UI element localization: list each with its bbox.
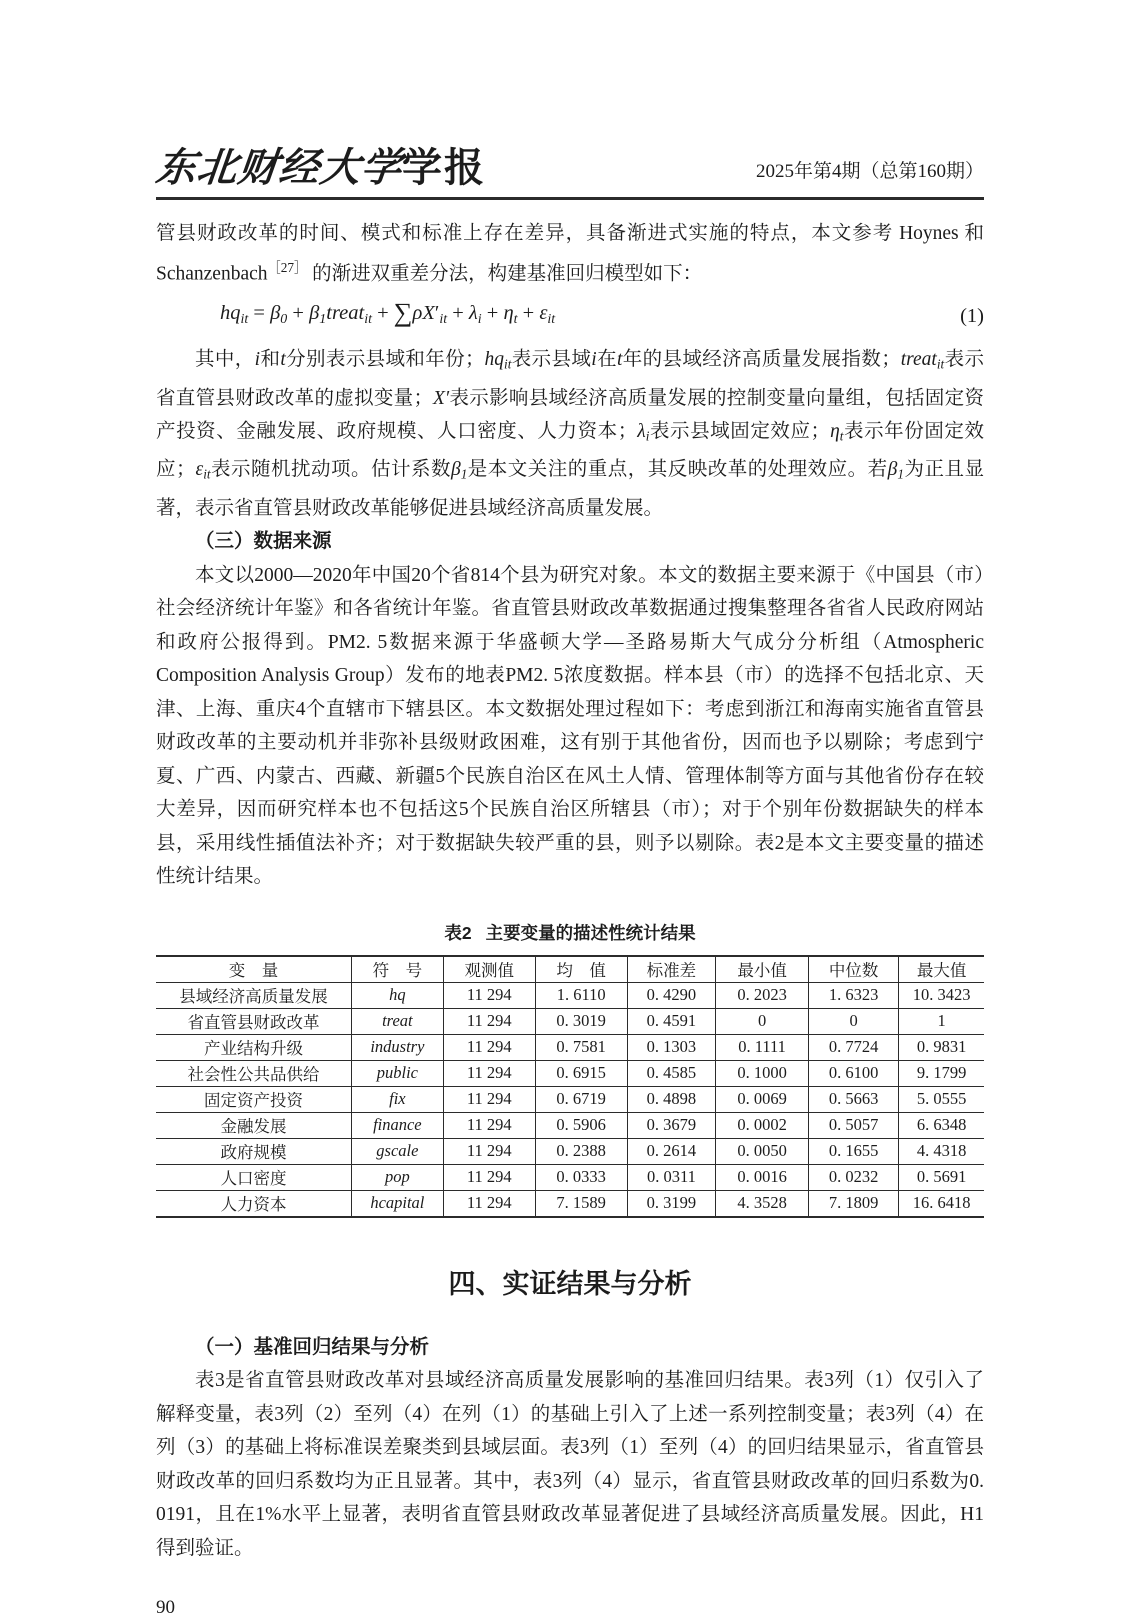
table-2-title xyxy=(156,920,984,945)
text-run: 表示随机扰动项。估计系数 xyxy=(210,459,451,481)
page-body xyxy=(156,217,984,1565)
text-run: 分别表示县域和年份； xyxy=(285,349,485,371)
text-run: it xyxy=(203,467,211,482)
table-header-cell: 变 量 xyxy=(156,956,351,983)
stats-table xyxy=(156,955,984,1218)
heading-baseline-regression: （一）基准回归结果与分析 xyxy=(195,1335,430,1358)
text-run: + xyxy=(481,301,504,324)
table-row xyxy=(156,1138,984,1164)
table-row xyxy=(156,1112,984,1138)
journal-logo-calligraphy: 东北财经大学 xyxy=(153,144,405,191)
table-header-cell: 中位数 xyxy=(808,956,898,983)
text-run: 的渐进双重差分法，构建基准回归模型如下： xyxy=(307,263,703,284)
text-run: 年的县域经济高质量发展指数； xyxy=(622,349,901,371)
text-run: + xyxy=(517,301,540,324)
table-cell: 0. 4290 xyxy=(627,982,716,1008)
table-header-cell: 符 号 xyxy=(351,956,443,983)
text-run: t xyxy=(513,311,518,327)
table-cell: 0. 7581 xyxy=(535,1034,627,1060)
paragraph-model-intro xyxy=(156,217,984,291)
table-cell: 人力资本 xyxy=(156,1190,351,1217)
equation-1 xyxy=(156,294,984,339)
table-row xyxy=(156,982,984,1008)
text-run: t xyxy=(280,349,286,371)
text-run: 管县财政改革的时间、模式和标准上存在差异，具备渐进式实施的特点，本文参考 Hoynes 和 Schanzenbach xyxy=(156,223,984,284)
text-run: 在 xyxy=(596,349,617,371)
table-cell: 0. 1111 xyxy=(716,1034,809,1060)
table-cell: 0. 5663 xyxy=(808,1086,898,1112)
text-run: it xyxy=(439,311,448,327)
text-run: ′ xyxy=(434,301,440,324)
text-run: 和 xyxy=(260,349,281,371)
text-run: λ xyxy=(468,301,478,324)
table-cell: 0. 3679 xyxy=(627,1112,716,1138)
text-run: ε xyxy=(195,459,204,481)
table-cell: 11 294 xyxy=(443,1112,535,1138)
table-cell: 0. 5691 xyxy=(899,1164,984,1190)
text-run: β xyxy=(270,301,281,324)
table-cell: 0. 6915 xyxy=(535,1060,627,1086)
table-cell: 政府规模 xyxy=(156,1138,351,1164)
heading-data-source: （三）数据来源 xyxy=(195,530,332,552)
table-cell: 人口密度 xyxy=(156,1164,351,1190)
table-cell: 0. 2023 xyxy=(716,982,809,1008)
equation-body xyxy=(220,294,555,339)
table-cell: 社会性公共品供给 xyxy=(156,1060,351,1086)
table-header-cell: 最大值 xyxy=(899,956,984,983)
table-cell: 0. 2388 xyxy=(535,1138,627,1164)
table-cell: 0. 1303 xyxy=(627,1034,716,1060)
text-run: + xyxy=(447,301,469,324)
table-cell: hq xyxy=(351,982,443,1008)
table-cell: 0 xyxy=(808,1008,898,1034)
text-run: ［27］ xyxy=(267,259,308,275)
text-run: it xyxy=(364,311,372,327)
table-cell: 0. 0016 xyxy=(716,1164,809,1190)
journal-logo xyxy=(153,144,486,191)
text-run: η xyxy=(503,301,514,324)
text-run: 表示省直管县财政改革的虚拟变量； xyxy=(156,349,984,409)
paragraph-regression-results: 表3是省直管县财政改革对县域经济高质量发展影响的基准回归结果。表3列（1）仅引入了解释变量，表3列（2）至列（4）在列（1）的基础上引入了上述一系列控制变量；表3列（4）在列（3）的基础上将标准误差聚类到县域层面。表3列（1）至列（4）的回归结果显示，省直管县财政改革的回归系数均为正且显著。其中，表3列（4）显示，省直管县财政改革的回归系数为0. 0191，且在1%水平上显著，表明省直管县财政改革显著促进了县域经济高质量发展。因此，H1得到验证。 xyxy=(156,1370,984,1559)
table-cell: 1. 6323 xyxy=(808,982,898,1008)
table-cell: 7. 1809 xyxy=(808,1190,898,1217)
table-row xyxy=(156,1008,984,1034)
text-run: hq xyxy=(484,349,505,371)
text-run: 表示县域固定效应； xyxy=(649,421,831,443)
text-run: 表示县域 xyxy=(511,349,592,371)
table-cell: 0. 6100 xyxy=(808,1060,898,1086)
table-2-caption: 主要变量的描述性统计结果 xyxy=(485,922,696,943)
text-run: 0 xyxy=(280,311,288,327)
paragraph-variable-definitions xyxy=(156,343,984,525)
table-cell: 0. 1655 xyxy=(808,1138,898,1164)
text-run: ∑ xyxy=(393,297,413,327)
text-run: = xyxy=(248,301,271,324)
equation-number: (1) xyxy=(960,304,984,327)
table-cell: 4. 4318 xyxy=(899,1138,984,1164)
text-run: hq xyxy=(220,301,241,324)
table-row xyxy=(156,1034,984,1060)
text-run: treat xyxy=(326,301,365,324)
table-cell: 1. 6110 xyxy=(535,982,627,1008)
table-cell: 10. 3423 xyxy=(899,982,984,1008)
table-cell: 0 xyxy=(716,1008,809,1034)
text-run: i xyxy=(254,349,261,371)
table-cell: 0. 3019 xyxy=(535,1008,627,1034)
text-run: η xyxy=(830,421,840,443)
table-cell: gscale xyxy=(351,1138,443,1164)
table-header-cell: 最小值 xyxy=(716,956,809,983)
text-run: i xyxy=(645,428,650,444)
table-cell: 0. 4898 xyxy=(627,1086,716,1112)
table-cell: fix xyxy=(351,1086,443,1112)
table-cell: 11 294 xyxy=(443,982,535,1008)
table-row xyxy=(156,1190,984,1217)
table-cell: industry xyxy=(351,1034,443,1060)
text-run: β xyxy=(450,459,461,481)
heading-section-4: 四、实证结果与分析 xyxy=(448,1268,692,1299)
table-cell: 6. 6348 xyxy=(899,1112,984,1138)
table-cell: 金融发展 xyxy=(156,1112,351,1138)
table-cell: 0. 6719 xyxy=(535,1086,627,1112)
table-cell: 11 294 xyxy=(443,1190,535,1217)
table-cell: 0. 0333 xyxy=(535,1164,627,1190)
paragraph-data-description: 本文以2000—2020年中国20个省814个县为研究对象。本文的数据主要来源于《中国县（市）社会经济统计年鉴》和各省统计年鉴。省直管县财政改革数据通过搜集整理各省省人民政府网站和政府公报得到。PM2. 5数据来源于华盛顿大学—圣路易斯大气成分分析组（Atmospheric Composition Analysis Group）发布的地表PM2. 5浓度数据。样本县（市）的选择不包括北京、天津、上海、重庆4个直辖市下辖县区。本文数据处理过程如下：考虑到浙江和海南实施省直管县财政改革的主要动机并非弥补县级财政困难，这有别于其他省份，因而也予以剔除；考虑到宁夏、广西、内蒙古、西藏、新疆5个民族自治区在风土人情、管理体制等方面与其他省份存在较大差异，因而研究样本也不包括这5个民族自治区所辖县（市）；对于个别年份数据缺失的样本县，采用线性插值法补齐；对于数据缺失较严重的县，则予以剔除。表2是本文主要变量的描述性统计结果。 xyxy=(156,564,984,887)
table-header-cell: 标准差 xyxy=(627,956,716,983)
table-cell: 16. 6418 xyxy=(912,1193,971,1212)
page-number: 90 xyxy=(156,1597,175,1618)
text-run: 1 xyxy=(460,467,468,482)
text-run: it xyxy=(936,357,945,373)
text-run: λ xyxy=(637,421,646,443)
table-cell: 1 xyxy=(899,1008,984,1034)
text-run: 1 xyxy=(897,467,904,482)
table-cell: 11 294 xyxy=(443,1138,535,1164)
text-run: treat xyxy=(900,349,937,371)
text-run: 1 xyxy=(319,311,327,327)
table-cell: 11 294 xyxy=(443,1034,535,1060)
table-header-cell: 观测值 xyxy=(443,956,535,983)
text-run: t xyxy=(616,349,623,371)
table-cell: 5. 0555 xyxy=(899,1086,984,1112)
table-header-row xyxy=(156,956,984,983)
table-cell: 固定资产投资 xyxy=(156,1086,351,1112)
table-cell: 0. 0069 xyxy=(716,1086,809,1112)
text-run: i xyxy=(591,349,597,371)
table-cell: treat xyxy=(351,1008,443,1034)
table-cell: 0. 0232 xyxy=(808,1164,898,1190)
table-cell: 4. 3528 xyxy=(716,1190,809,1217)
text-run: 为正且显著，表示省直管县财政改革能够促进县域经济高质量发展。 xyxy=(156,459,984,519)
journal-logo-print: 学报 xyxy=(402,144,486,191)
text-run: 表示影响县域经济高质量发展的控制变量向量组，包括固定资产投资、金融发展、政府规模、人口密度、人力资本； xyxy=(156,387,984,443)
table-cell: 11 294 xyxy=(443,1086,535,1112)
table-cell: 0. 4591 xyxy=(627,1008,716,1034)
table-cell: finance xyxy=(351,1112,443,1138)
table-cell: 0. 0002 xyxy=(716,1112,809,1138)
journal-header xyxy=(153,144,984,200)
table-cell: 0. 0311 xyxy=(627,1164,716,1190)
text-run: it xyxy=(547,311,556,327)
table-row xyxy=(156,1086,984,1112)
issue-info: 2025年第4期（总第160期） xyxy=(755,161,984,183)
table-cell: 0. 0050 xyxy=(716,1138,809,1164)
text-run: 表示年份固定效应； xyxy=(156,421,984,481)
table-cell: 0. 3199 xyxy=(627,1190,716,1217)
table-cell: public xyxy=(351,1060,443,1086)
table-row xyxy=(156,1164,984,1190)
table-cell: 0. 9831 xyxy=(899,1034,984,1060)
table-cell: 0. 5906 xyxy=(535,1112,627,1138)
text-run: i xyxy=(477,311,482,327)
stats-table-body xyxy=(156,982,984,1217)
text-run: X′ xyxy=(433,387,450,409)
table-cell: 11 294 xyxy=(443,1060,535,1086)
table-cell: 0. 2614 xyxy=(627,1138,716,1164)
text-run: + xyxy=(371,301,394,324)
table-cell: 7. 1589 xyxy=(535,1190,627,1217)
text-run: β xyxy=(887,459,898,481)
table-cell: 9. 1799 xyxy=(899,1060,984,1086)
text-run: ρX xyxy=(412,301,435,324)
table-cell: 产业结构升级 xyxy=(156,1034,351,1060)
stats-table-head xyxy=(156,956,984,983)
table-cell: 11 294 xyxy=(443,1008,535,1034)
text-run: it xyxy=(240,311,249,327)
table-2-label: 表2 xyxy=(444,922,472,943)
table-cell: pop xyxy=(351,1164,443,1190)
table-cell: 0. 1000 xyxy=(716,1060,809,1086)
text-run: + xyxy=(287,301,310,324)
table-header-cell: 均 值 xyxy=(535,956,627,983)
table-cell: 0. 4585 xyxy=(627,1060,716,1086)
table-cell: 11 294 xyxy=(443,1164,535,1190)
text-run: t xyxy=(839,428,844,444)
text-run: 其中， xyxy=(195,349,255,371)
table-cell: 0. 7724 xyxy=(808,1034,898,1060)
table-row xyxy=(156,1060,984,1086)
text-run: it xyxy=(504,357,512,373)
table-cell: hcapital xyxy=(351,1190,443,1217)
text-run: 是本文关注的重点，其反映改革的处理效应。若 xyxy=(467,459,888,481)
table-cell: 县域经济高质量发展 xyxy=(156,982,351,1008)
text-run: ε xyxy=(539,301,548,324)
table-cell: 0. 5057 xyxy=(808,1112,898,1138)
text-run: β xyxy=(309,301,320,324)
table-cell: 省直管县财政改革 xyxy=(156,1008,351,1034)
